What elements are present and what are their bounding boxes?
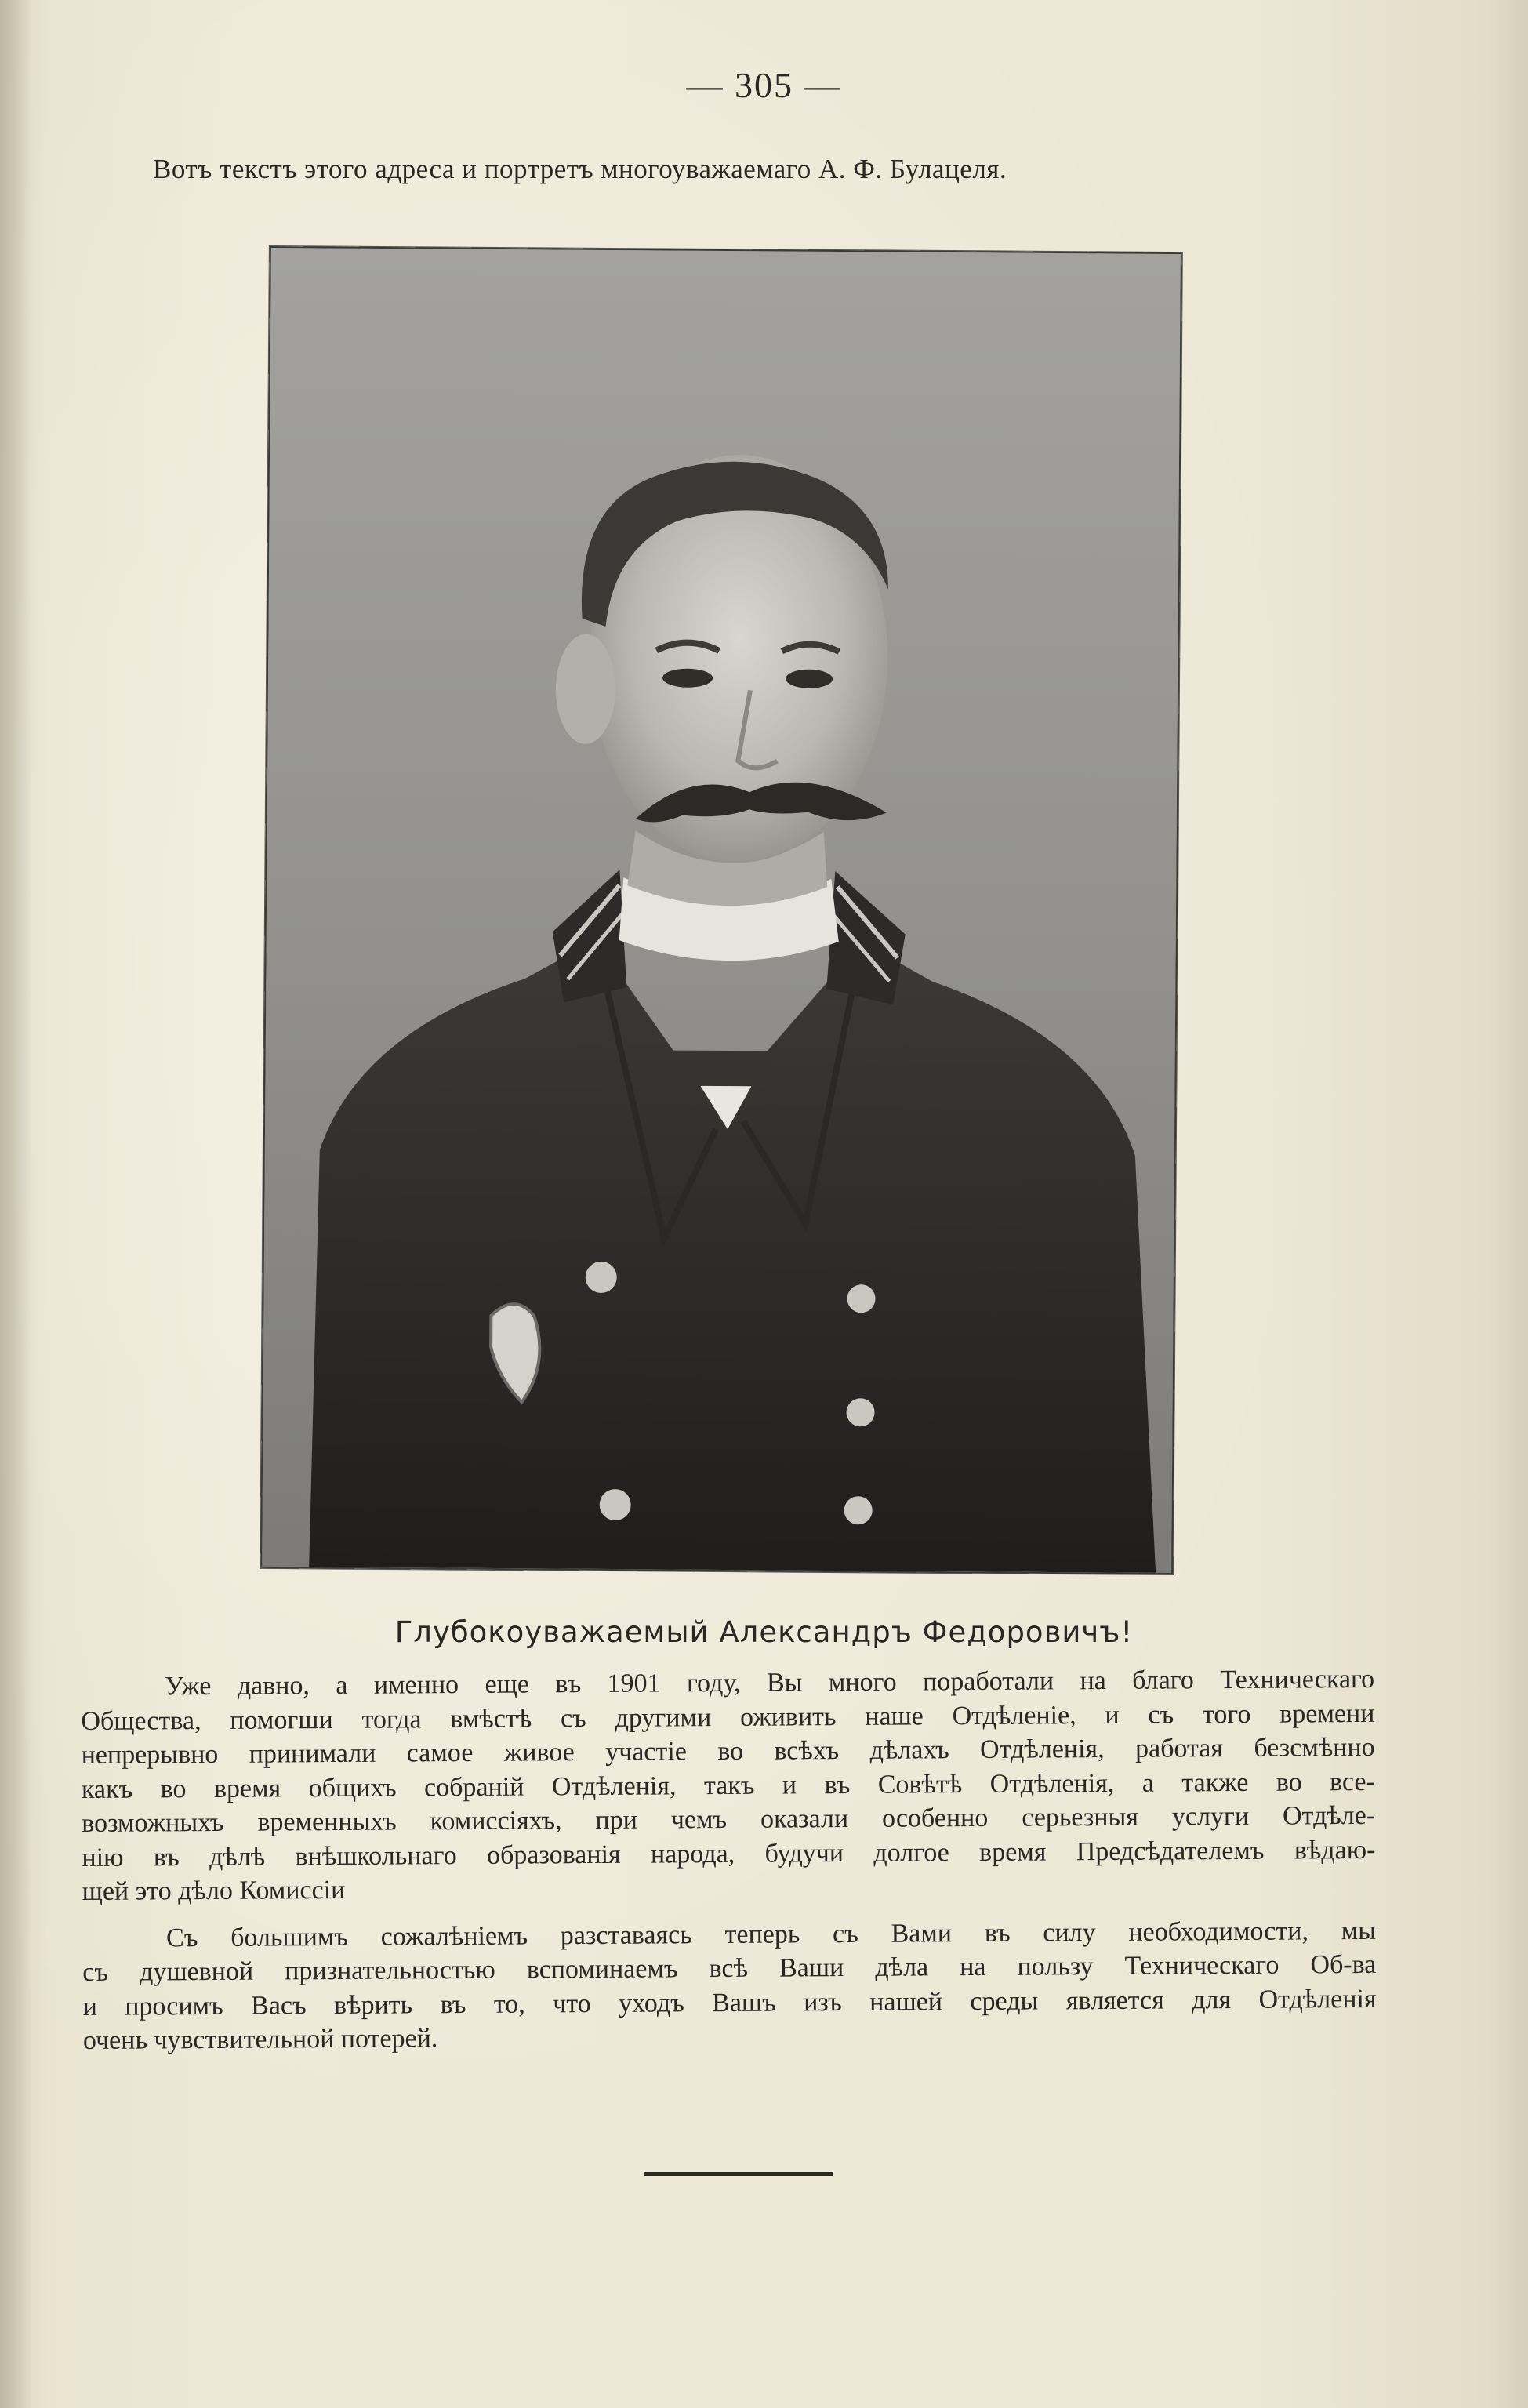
paragraph-line: какъ во время общихъ собраній Отдѣленія, такъ и въ Совѣтѣ Отдѣленія, а также во все- bbox=[81, 1767, 1376, 1804]
paragraph-2 bbox=[82, 1913, 1377, 2058]
closing-rule bbox=[644, 2172, 833, 2176]
portrait-photograph bbox=[260, 246, 1182, 1574]
paragraph-line: нію въ дѣлѣ внѣшкольнаго образованія народа, будучи долгое время Предсѣдателемъ вѣдаю- bbox=[82, 1835, 1376, 1872]
paragraph-line: Общества, помогши тогда вмѣстѣ съ другими оживить наше Отдѣленіе, и съ того времени bbox=[81, 1698, 1375, 1736]
paragraph-line: непрерывно принимали самое живое участіе во всѣхъ дѣлахъ Отдѣленія, работая безсмѣнно bbox=[81, 1732, 1375, 1770]
paragraph-line: возможныхъ временныхъ комиссіяхъ, при чемъ оказали особенно серьезныя услуги Отдѣле- bbox=[82, 1800, 1376, 1838]
paragraph-line: и просимъ Васъ вѣрить въ то, что уходъ Вашъ изъ нашей среды является для Отдѣленія bbox=[82, 1984, 1377, 2021]
paragraph-line: Уже давно, а именно еще въ 1901 году, Вы много поработали на благо Техническаго bbox=[165, 1664, 1375, 1702]
page-number: — 305 — bbox=[686, 65, 842, 105]
paragraph-line: очень чувствительной потерей. bbox=[82, 2024, 438, 2055]
address-salutation: Глубокоуважаемый Александръ Федоровичъ! bbox=[394, 1615, 1134, 1649]
portrait-image bbox=[262, 248, 1181, 1573]
address-body bbox=[81, 1662, 1377, 2058]
intro-line: Вотъ текстъ этого адреса и портретъ многоуважаемаго А. Ф. Булацеля. bbox=[153, 154, 1007, 184]
paragraph-line: щей это дѣло Комиссіи bbox=[82, 1875, 346, 1906]
paragraph-line: съ душевной признательностью вспоминаемъ всѣ Ваши дѣла на пользу Техническаго Об-ва bbox=[82, 1949, 1377, 1987]
paragraph-1 bbox=[81, 1662, 1376, 1909]
paragraph-line: Съ большимъ сожалѣніемъ разставаясь теперь съ Вами въ силу необходимости, мы bbox=[165, 1916, 1377, 1952]
page-shadow-edge bbox=[0, 0, 31, 2408]
